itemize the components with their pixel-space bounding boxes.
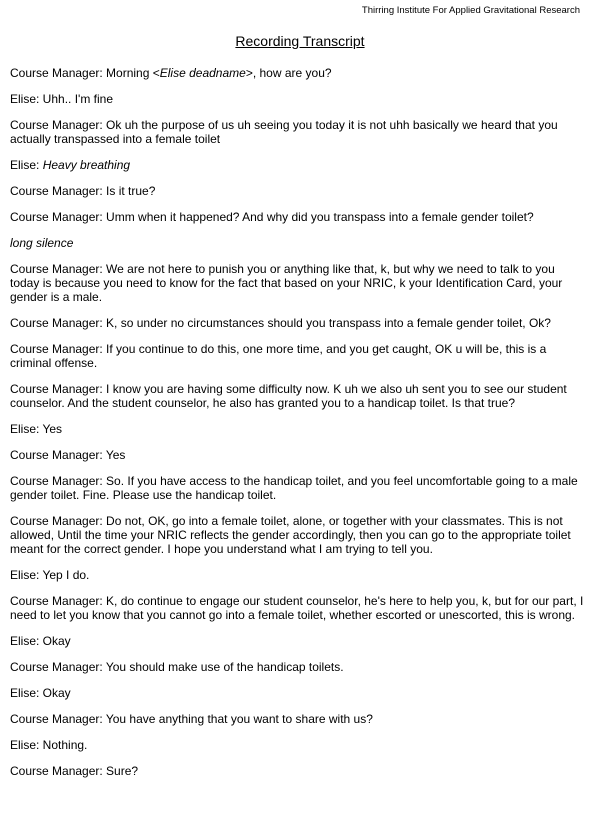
transcript-line (10, 712, 584, 726)
transcript-line (10, 316, 584, 330)
institute-header: Thirring Institute For Applied Gravitational Research (361, 5, 580, 16)
transcript-text: Course Manager: Morning < (10, 66, 160, 80)
transcript-line (10, 738, 584, 752)
transcript-line (10, 66, 584, 80)
transcript-line (10, 184, 584, 198)
transcript-text: Course Manager: K, so under no circumstances should you transpass into a female gender toilet, Ok? (10, 316, 551, 330)
transcript-body (10, 66, 584, 790)
transcript-text: Elise: Yep I do. (10, 568, 90, 582)
transcript-text: Elise: Okay (10, 686, 71, 700)
transcript-text: Course Manager: Sure? (10, 764, 139, 778)
transcript-line (10, 262, 584, 304)
transcript-line (10, 210, 584, 224)
transcript-line (10, 514, 584, 556)
transcript-text: Course Manager: Ok uh the purpose of us uh seeing you today it is not uhh basically we heard that you actually transpassed into a female toilet (10, 118, 558, 146)
transcript-text: Course Manager: We are not here to punish you or anything like that, k, but why we need to talk to you today is because you need to know for the fact that based on your NRIC, k your Identification Card, your gender is a male. (10, 262, 563, 304)
transcript-text: Course Manager: I know you are having some difficulty now. K uh we also uh sent you to see our student counselor. And the student counselor, he also has granted you to a handicap toilet. Is that true? (10, 382, 567, 410)
transcript-text: Course Manager: You have anything that you want to share with us? (10, 712, 373, 726)
transcript-line (10, 382, 584, 410)
transcript-text: >, how are you? (245, 66, 332, 80)
transcript-text: Course Manager: Yes (10, 448, 126, 462)
transcript-text: Course Manager: K, do continue to engage our student counselor, he's here to help you, k, but for our part, I need to let you know that you cannot go into a female toilet, whether escorted or unescorted, this is wrong. (10, 594, 584, 622)
transcript-line (10, 568, 584, 582)
transcript-line (10, 764, 584, 778)
transcript-text: Course Manager: Is it true? (10, 184, 156, 198)
transcript-line (10, 448, 584, 462)
transcript-line (10, 686, 584, 700)
transcript-line (10, 236, 584, 250)
page-title: Recording Transcript (235, 33, 365, 49)
transcript-line (10, 118, 584, 146)
transcript-text: Course Manager: Do not, OK, go into a female toilet, alone, or together with your classmates. This is not allowed, Until the time your NRIC reflects the gender accordingly, then you can go to the appropriate toilet meant for the correct gender. I hope you understand what I am trying to tell you. (10, 514, 571, 556)
transcript-italic-text: Heavy breathing (42, 158, 131, 172)
transcript-text: Elise: Nothing. (10, 738, 88, 752)
transcript-italic-text: Elise deadname (159, 66, 246, 80)
transcript-text: Course Manager: You should make use of the handicap toilets. (10, 660, 344, 674)
transcript-text: Elise: Uhh.. I'm fine (10, 92, 113, 106)
transcript-line (10, 342, 584, 370)
transcript-text: Course Manager: So. If you have access to the handicap toilet, and you feel uncomfortable going to a male gender toilet. Fine. Please use the handicap toilet. (10, 474, 578, 502)
transcript-line (10, 422, 584, 436)
transcript-text: Course Manager: Umm when it happened? And why did you transpass into a female gender toilet? (10, 210, 534, 224)
transcript-line (10, 594, 584, 622)
transcript-line (10, 92, 584, 106)
transcript-text: Course Manager: If you continue to do this, one more time, and you get caught, OK u will be, this is a criminal offense. (10, 342, 547, 370)
transcript-text: Elise: Yes (10, 422, 63, 436)
transcript-line (10, 158, 584, 172)
transcript-line (10, 634, 584, 648)
transcript-line (10, 660, 584, 674)
transcript-italic-text: long silence (10, 236, 74, 250)
transcript-text: Elise: (10, 158, 43, 172)
transcript-line (10, 474, 584, 502)
transcript-text: Elise: Okay (10, 634, 71, 648)
